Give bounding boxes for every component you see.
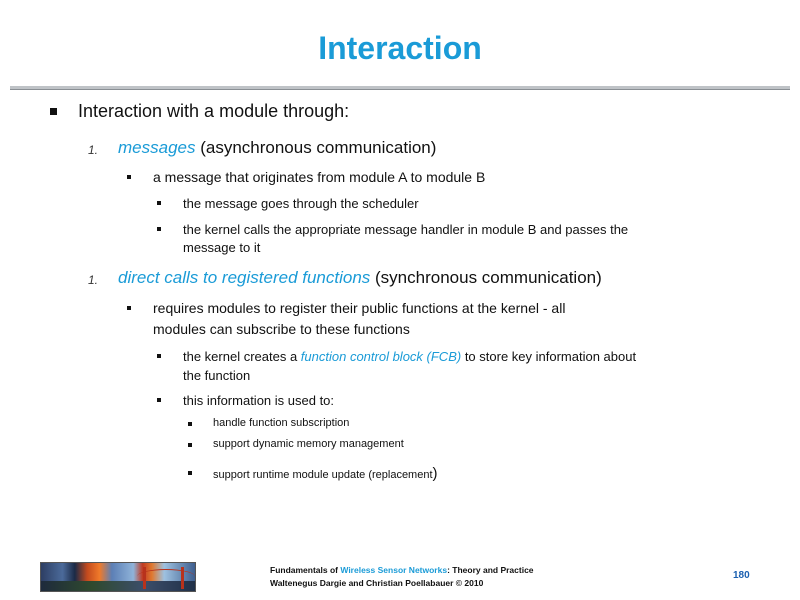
runtime-paren: ) [432, 465, 438, 482]
footer-book-title [270, 565, 534, 575]
fcb-post: to store key information about [461, 349, 637, 364]
bullet-small [157, 398, 161, 402]
runtime-text: support runtime module update (replacement [213, 469, 433, 481]
footer-image-cable [137, 569, 195, 584]
title-divider [10, 86, 790, 90]
list-number-2: 1. [88, 273, 99, 287]
bullet-small [127, 306, 131, 310]
item-memory: support dynamic memory management [213, 438, 404, 450]
fcb-pre: the kernel creates a [183, 349, 301, 364]
bullet-square [50, 108, 57, 115]
sub-scheduler: the message goes through the scheduler [183, 196, 419, 211]
bullet-interaction: Interaction with a module through: [78, 101, 350, 121]
direct-calls-accent: direct calls to registered functions [118, 268, 371, 287]
sub-register-1: requires modules to register their public functions at the kernel - all [153, 300, 566, 316]
footer-authors: Waltenegus Dargie and Christian Poellabauer © 2010 [270, 578, 484, 588]
sub-kernel-calls-1: the kernel calls the appropriate message handler in module B and passes the [183, 222, 629, 237]
bullet-small [127, 175, 131, 179]
numbered-item-direct-calls [118, 268, 602, 288]
footer-title-accent: Wireless Sensor Networks [340, 565, 448, 575]
fcb-accent: function control block (FCB) [300, 349, 462, 364]
sub-fcb-2: the function [183, 368, 251, 383]
sub-kernel-calls-2: message to it [183, 240, 261, 255]
slide-title: Interaction [318, 30, 482, 66]
messages-rest: (asynchronous communication) [195, 138, 437, 157]
sub-message-origin: a message that originates from module A to module B [153, 169, 486, 185]
bullet-small [188, 422, 192, 426]
sub-fcb-1 [183, 349, 636, 364]
item-subscription: handle function subscription [213, 417, 350, 429]
footer-title-pre: Fundamentals of [270, 565, 341, 575]
sub-register-2: modules can subscribe to these functions [153, 321, 410, 337]
page-number: 180 [733, 570, 750, 581]
list-number-1: 1. [88, 143, 99, 157]
bullet-small [157, 354, 161, 358]
bullet-small [188, 471, 192, 475]
item-runtime-update [213, 465, 438, 482]
sub-info-used: this information is used to: [183, 393, 335, 408]
direct-calls-rest: (synchronous communication) [370, 268, 602, 287]
bullet-small [157, 201, 161, 205]
messages-accent: messages [118, 138, 196, 157]
numbered-item-messages [118, 138, 436, 158]
bullet-small [188, 443, 192, 447]
bullet-small [157, 227, 161, 231]
footer-title-post: : Theory and Practice [447, 565, 534, 575]
footer-bridge-image [40, 562, 196, 592]
